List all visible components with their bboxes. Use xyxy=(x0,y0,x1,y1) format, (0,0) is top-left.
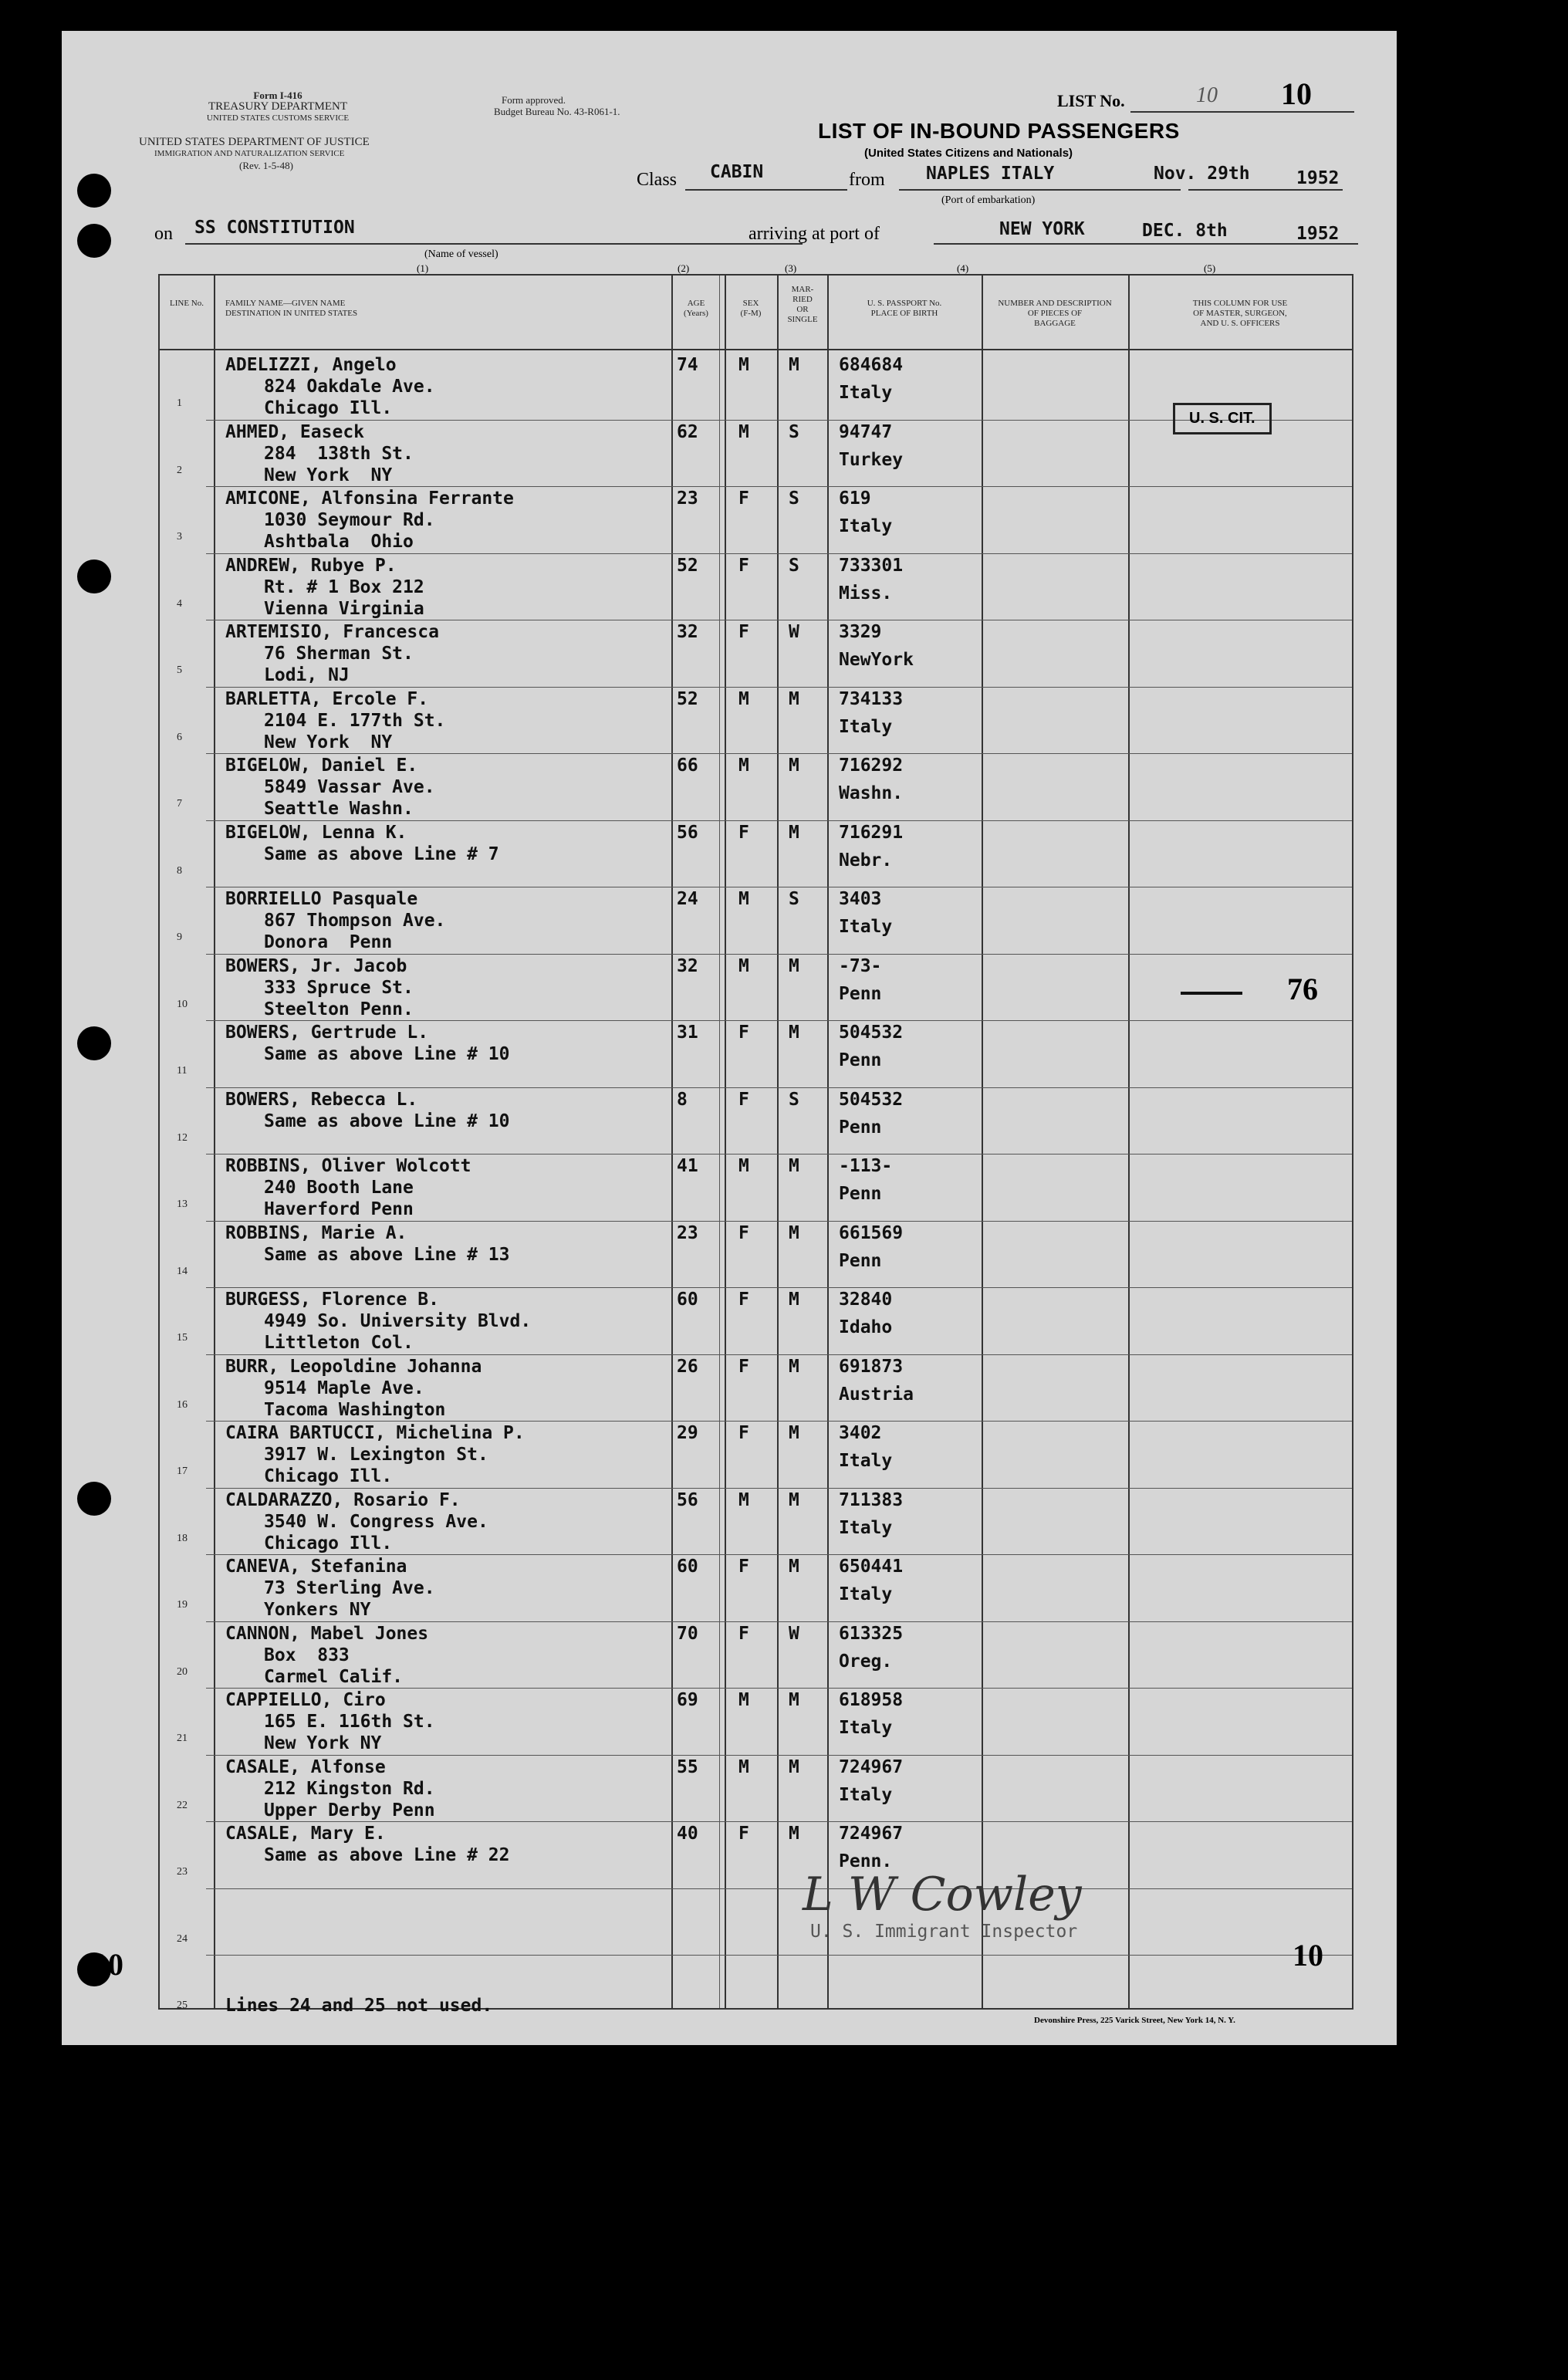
cell-name: BURR, Leopoldine Johanna xyxy=(225,1356,482,1377)
inspector-signature: L W Cowley xyxy=(803,1868,1082,1922)
cell-pp: 733301 xyxy=(839,555,904,576)
port-of-embarkation: NAPLES ITALY xyxy=(926,164,1055,184)
line-number: 8 xyxy=(177,864,182,877)
cell-name: CASALE, Alfonse xyxy=(225,1756,386,1777)
cell-addr2: Ashtbala Ohio xyxy=(264,532,414,552)
cell-addr1: Same as above Line # 7 xyxy=(264,843,499,864)
cell-addr2: Chicago Ill. xyxy=(264,1466,393,1486)
cell-addr1: 3917 W. Lexington St. xyxy=(264,1445,488,1465)
cell-pp: 619 xyxy=(839,489,871,509)
form-revision: (Rev. 1-5-48) xyxy=(239,160,293,171)
line-number: 14 xyxy=(177,1265,188,1277)
line-number: 2 xyxy=(177,464,182,476)
cell-addr1: Same as above Line # 22 xyxy=(264,1845,510,1865)
cell-sex: M xyxy=(738,688,749,709)
col-num-3: (3) xyxy=(785,262,797,274)
cell-sex: F xyxy=(738,822,749,843)
cell-pob: Penn xyxy=(839,1250,882,1271)
col-num-4: (4) xyxy=(957,262,969,274)
cell-age: 52 xyxy=(677,555,698,576)
cell-sex: M xyxy=(738,1489,749,1510)
inspector-title: U. S. Immigrant Inspector xyxy=(810,1922,1078,1942)
cell-addr1: 867 Thompson Ave. xyxy=(264,911,446,931)
cell-age: 66 xyxy=(677,756,698,776)
cell-age: 70 xyxy=(677,1623,698,1644)
cell-pp: 650441 xyxy=(839,1557,904,1577)
cell-addr1: 165 E. 116th St. xyxy=(264,1712,435,1732)
col-num-1: (1) xyxy=(417,262,429,274)
on-label: on xyxy=(154,224,173,244)
cell-ms: M xyxy=(789,688,799,709)
cell-pp: 724967 xyxy=(839,1756,904,1777)
cell-ms: M xyxy=(789,1690,799,1710)
cell-pp: 94747 xyxy=(839,421,893,442)
cell-addr2: Seattle Washn. xyxy=(264,799,414,819)
cell-addr2: New York NY xyxy=(264,465,393,485)
customs-service: UNITED STATES CUSTOMS SERVICE xyxy=(206,113,350,123)
cell-pp: 504532 xyxy=(839,1023,904,1043)
cell-ms: M xyxy=(789,1290,799,1310)
cell-ms: M xyxy=(789,1356,799,1377)
cell-name: ROBBINS, Marie A. xyxy=(225,1222,407,1243)
cell-pob: Miss. xyxy=(839,583,893,603)
cell-name: BORRIELLO Pasquale xyxy=(225,889,418,909)
cell-age: 52 xyxy=(677,688,698,709)
cell-ms: W xyxy=(789,1623,799,1644)
cell-pp: 3403 xyxy=(839,889,882,909)
cell-age: 55 xyxy=(677,1756,698,1777)
cell-addr2: Yonkers NY xyxy=(264,1600,371,1620)
cell-pob: Penn xyxy=(839,1184,882,1204)
cell-pob: Penn. xyxy=(839,1851,893,1871)
cell-addr2: New York NY xyxy=(264,1733,382,1753)
cell-pob: NewYork xyxy=(839,650,914,670)
col-header-sex: SEX (F-M) xyxy=(740,299,762,318)
line-number: 23 xyxy=(177,1866,188,1878)
cell-sex: F xyxy=(738,1423,749,1443)
cell-age: 41 xyxy=(677,1156,698,1176)
cell-ms: M xyxy=(789,955,799,976)
cell-pp: 684684 xyxy=(839,355,904,375)
cell-addr1: 212 Kingston Rd. xyxy=(264,1778,435,1799)
cell-pob: Italy xyxy=(839,716,893,737)
cell-age: 32 xyxy=(677,955,698,976)
col-num-2: (2) xyxy=(678,262,690,274)
cell-addr1: 5849 Vassar Ave. xyxy=(264,777,435,797)
cell-pob: Nebr. xyxy=(839,850,893,871)
line-number: 15 xyxy=(177,1332,188,1344)
cell-pob: Washn. xyxy=(839,783,904,803)
cell-pob: Italy xyxy=(839,917,893,937)
cell-sex: F xyxy=(738,489,749,509)
col-num-5: (5) xyxy=(1204,262,1216,274)
cell-addr2: Haverford Penn xyxy=(264,1199,414,1219)
cell-sex: F xyxy=(738,622,749,642)
cell-addr1: 76 Sherman St. xyxy=(264,644,414,664)
treasury-dept: TREASURY DEPARTMENT xyxy=(208,100,348,113)
class-label: Class xyxy=(637,170,678,190)
col-header-passport: U. S. PASSPORT No. PLACE OF BIRTH xyxy=(867,299,942,318)
cell-age: 56 xyxy=(677,822,698,843)
cell-ms: M xyxy=(789,1557,799,1577)
arrival-year: 1952 xyxy=(1296,224,1340,244)
cell-name: CALDARAZZO, Rosario F. xyxy=(225,1489,461,1510)
cell-age: 32 xyxy=(677,622,698,642)
cell-name: Lines 24 and 25 not used. xyxy=(225,1996,493,2016)
cell-ms: S xyxy=(789,555,799,576)
cell-addr2: Vienna Virginia xyxy=(264,598,424,619)
cell-name: BARLETTA, Ercole F. xyxy=(225,688,429,709)
page-subtitle: (United States Citizens and Nationals) xyxy=(864,147,1073,160)
cell-pob: Austria xyxy=(839,1384,914,1405)
page-title: LIST OF IN-BOUND PASSENGERS xyxy=(818,119,1180,143)
cell-name: BOWERS, Gertrude L. xyxy=(225,1023,429,1043)
cell-addr2: Upper Derby Penn xyxy=(264,1800,435,1820)
cell-name: CASALE, Mary E. xyxy=(225,1824,386,1844)
cell-pp: 32840 xyxy=(839,1290,893,1310)
cell-addr2: New York NY xyxy=(264,732,393,752)
cell-addr2: Steelton Penn. xyxy=(264,999,414,1019)
line-number: 6 xyxy=(177,731,182,743)
cell-addr2: Lodi, NJ xyxy=(264,665,350,685)
cell-addr1: Same as above Line # 10 xyxy=(264,1044,510,1064)
cell-pp: 618958 xyxy=(839,1690,904,1710)
cell-ms: M xyxy=(789,1222,799,1243)
cell-sex: M xyxy=(738,889,749,909)
binder-hole xyxy=(77,1026,111,1060)
us-citizen-stamp: U. S. CIT. xyxy=(1173,403,1272,434)
cell-name: ANDREW, Rubye P. xyxy=(225,555,397,576)
cell-name: BIGELOW, Daniel E. xyxy=(225,756,418,776)
printer-imprint: Devonshire Press, 225 Varick Street, New York 14, N. Y. xyxy=(1034,2016,1235,2025)
cell-pp: -73- xyxy=(839,955,882,976)
line-number: 4 xyxy=(177,597,182,610)
form-approval xyxy=(494,94,620,117)
cell-name: CANEVA, Stefanina xyxy=(225,1557,407,1577)
form-number: Form I-416 xyxy=(253,90,302,101)
cell-ms: M xyxy=(789,355,799,375)
cell-pp: 661569 xyxy=(839,1222,904,1243)
arriving-label: arriving at port of xyxy=(749,224,880,244)
cell-sex: F xyxy=(738,1290,749,1310)
cell-sex: F xyxy=(738,1023,749,1043)
cell-ms: S xyxy=(789,421,799,442)
footer-count-left: 10 xyxy=(93,1947,123,1982)
passenger-table xyxy=(158,274,1353,2016)
cell-addr1: Same as above Line # 10 xyxy=(264,1111,510,1131)
cell-sex: M xyxy=(738,355,749,375)
cell-pob: Italy xyxy=(839,1718,893,1738)
cell-ms: S xyxy=(789,889,799,909)
cell-name: AHMED, Easeck xyxy=(225,421,365,442)
cell-name: CAIRA BARTUCCI, Michelina P. xyxy=(225,1423,525,1443)
cell-name: CAPPIELLO, Ciro xyxy=(225,1690,386,1710)
form-header-justice xyxy=(139,137,432,171)
line-number: 18 xyxy=(177,1532,188,1544)
cell-pp: 724967 xyxy=(839,1824,904,1844)
cell-addr2: Tacoma Washington xyxy=(264,1399,446,1420)
cell-name: ARTEMISIO, Francesca xyxy=(225,622,439,642)
cell-name: AMICONE, Alfonsina Ferrante xyxy=(225,489,514,509)
cell-pp: 716291 xyxy=(839,822,904,843)
footer-count-right: 10 xyxy=(1293,1938,1323,1973)
cell-addr2: Donora Penn xyxy=(264,932,393,952)
cell-name: BURGESS, Florence B. xyxy=(225,1290,439,1310)
ins-service: IMMIGRATION AND NATURALIZATION SERVICE xyxy=(154,149,345,158)
cell-ms: M xyxy=(789,1423,799,1443)
cell-addr1: 240 Booth Lane xyxy=(264,1178,414,1198)
cell-pp: -113- xyxy=(839,1156,893,1176)
cell-pob: Italy xyxy=(839,383,893,403)
from-label: from xyxy=(849,170,885,190)
line-number: 22 xyxy=(177,1799,188,1811)
line-number: 20 xyxy=(177,1665,188,1678)
binder-hole xyxy=(77,560,111,593)
cell-addr1: 333 Spruce St. xyxy=(264,977,414,998)
cell-age: 23 xyxy=(677,489,698,509)
cell-pob: Oreg. xyxy=(839,1651,893,1672)
col-header-officers: THIS COLUMN FOR USE OF MASTER, SURGEON, AND U. S. OFFICERS xyxy=(1192,299,1288,328)
cell-addr1: 9514 Maple Ave. xyxy=(264,1378,424,1398)
cell-name: BIGELOW, Lenna K. xyxy=(225,822,407,843)
cell-pp: 691873 xyxy=(839,1356,904,1377)
col-header-line: LINE No. xyxy=(170,299,204,308)
arrival-date: DEC. 8th xyxy=(1142,221,1228,241)
col-header-age: AGE (Years) xyxy=(684,299,708,318)
cell-pp: 734133 xyxy=(839,688,904,709)
cell-pp: 711383 xyxy=(839,1489,904,1510)
cell-pob: Turkey xyxy=(839,449,904,470)
cell-pp: 3402 xyxy=(839,1423,882,1443)
cell-sex: M xyxy=(738,1756,749,1777)
col-header-baggage: NUMBER AND DESCRIPTION OF PIECES OF BAGGAGE xyxy=(998,299,1112,328)
cell-name: BOWERS, Jr. Jacob xyxy=(225,955,407,976)
line-number: 7 xyxy=(177,798,182,810)
cell-sex: F xyxy=(738,555,749,576)
list-no-label: LIST No. xyxy=(1057,91,1125,110)
cell-age: 31 xyxy=(677,1023,698,1043)
cell-sex: F xyxy=(738,1557,749,1577)
line-number: 9 xyxy=(177,931,182,943)
cell-age: 74 xyxy=(677,355,698,375)
count-annotation: 76 xyxy=(1287,972,1318,1006)
departure-year: 1952 xyxy=(1296,168,1340,188)
cell-addr2: Littleton Col. xyxy=(264,1333,414,1353)
cell-age: 60 xyxy=(677,1290,698,1310)
cell-pob: Italy xyxy=(839,1451,893,1471)
cell-sex: M xyxy=(738,1156,749,1176)
cell-addr1: 3540 W. Congress Ave. xyxy=(264,1511,488,1532)
cell-age: 24 xyxy=(677,889,698,909)
binder-hole xyxy=(77,1482,111,1516)
cell-pob: Italy xyxy=(839,516,893,536)
cell-addr2: Chicago Ill. xyxy=(264,1533,393,1553)
departure-date: Nov. 29th xyxy=(1154,164,1250,184)
cell-sex: M xyxy=(738,421,749,442)
budget-bureau: Budget Bureau No. 43-R061-1. xyxy=(494,106,620,117)
cell-addr1: 4949 So. University Blvd. xyxy=(264,1311,532,1331)
cell-addr1: Box 833 xyxy=(264,1645,350,1665)
cell-addr2: Carmel Calif. xyxy=(264,1666,404,1687)
cell-addr1: 284 138th St. xyxy=(264,443,414,464)
cell-sex: F xyxy=(738,1824,749,1844)
cell-addr2: Chicago Ill. xyxy=(264,398,393,418)
cell-addr1: 2104 E. 177th St. xyxy=(264,710,446,731)
binder-hole xyxy=(77,224,111,258)
cell-name: BOWERS, Rebecca L. xyxy=(225,1089,418,1110)
cell-ms: M xyxy=(789,1489,799,1510)
cell-pp: 716292 xyxy=(839,756,904,776)
list-no-typed: 10 xyxy=(1281,76,1312,111)
cell-ms: W xyxy=(789,622,799,642)
cell-name: CANNON, Mabel Jones xyxy=(225,1623,429,1644)
line-number: 5 xyxy=(177,664,182,676)
line-number: 16 xyxy=(177,1398,188,1411)
cell-age: 40 xyxy=(677,1824,698,1844)
cell-sex: M xyxy=(738,1690,749,1710)
col-header-name: FAMILY NAME—GIVEN NAME DESTINATION IN UNITED STATES xyxy=(225,299,358,318)
class-value: CABIN xyxy=(710,162,764,182)
line-number: 17 xyxy=(177,1466,188,1477)
cell-sex: F xyxy=(738,1222,749,1243)
cell-sex: M xyxy=(738,756,749,776)
cell-age: 29 xyxy=(677,1423,698,1443)
cell-ms: S xyxy=(789,1089,799,1110)
line-number: 13 xyxy=(177,1198,188,1210)
cell-age: 23 xyxy=(677,1222,698,1243)
cell-pob: Penn xyxy=(839,1050,882,1070)
cell-name: ADELIZZI, Angelo xyxy=(225,355,397,375)
col-header-married: MAR- RIED OR SINGLE xyxy=(787,285,818,324)
cell-addr1: Rt. # 1 Box 212 xyxy=(264,576,424,597)
binder-hole xyxy=(77,174,111,208)
cell-pob: Idaho xyxy=(839,1317,893,1337)
cell-sex: F xyxy=(738,1623,749,1644)
form-approved: Form approved. xyxy=(502,94,566,106)
cell-pob: Penn xyxy=(839,983,882,1004)
line-number: 24 xyxy=(177,1932,188,1945)
cell-addr1: 824 Oakdale Ave. xyxy=(264,377,435,397)
vessel-label: (Name of vessel) xyxy=(424,248,498,260)
cell-sex: F xyxy=(738,1089,749,1110)
cell-age: 56 xyxy=(677,1489,698,1510)
cell-age: 8 xyxy=(677,1089,688,1110)
line-number: 10 xyxy=(177,998,188,1010)
cell-pp: 504532 xyxy=(839,1089,904,1110)
vessel-name: SS CONSTITUTION xyxy=(194,218,355,238)
cell-ms: M xyxy=(789,822,799,843)
cell-ms: M xyxy=(789,1023,799,1043)
line-number: 1 xyxy=(177,397,182,409)
cell-ms: S xyxy=(789,489,799,509)
line-number: 21 xyxy=(177,1733,188,1744)
line-number: 25 xyxy=(177,2000,188,2011)
arrival-port: NEW YORK xyxy=(999,219,1085,239)
cell-sex: M xyxy=(738,955,749,976)
cell-addr1: Same as above Line # 13 xyxy=(264,1244,510,1265)
cell-age: 26 xyxy=(677,1356,698,1377)
line-number: 3 xyxy=(177,531,182,543)
cell-ms: M xyxy=(789,756,799,776)
cell-sex: F xyxy=(738,1356,749,1377)
port-embarkation-label: (Port of embarkation) xyxy=(941,194,1036,206)
cell-addr1: 73 Sterling Ave. xyxy=(264,1578,435,1598)
line-number: 19 xyxy=(177,1599,188,1611)
cell-ms: M xyxy=(789,1156,799,1176)
cell-pob: Italy xyxy=(839,1517,893,1538)
cell-pp: 613325 xyxy=(839,1623,904,1644)
form-header-left xyxy=(139,90,417,124)
cell-name: ROBBINS, Oliver Wolcott xyxy=(225,1156,471,1176)
cell-ms: M xyxy=(789,1824,799,1844)
cell-age: 69 xyxy=(677,1690,698,1710)
cell-age: 62 xyxy=(677,421,698,442)
cell-addr1: 1030 Seymour Rd. xyxy=(264,510,435,530)
line-number: 12 xyxy=(177,1131,188,1144)
cell-age: 60 xyxy=(677,1557,698,1577)
cell-pp: 3329 xyxy=(839,622,882,642)
cell-ms: M xyxy=(789,1756,799,1777)
cell-pob: Penn xyxy=(839,1117,882,1138)
list-no-handwritten: 10 xyxy=(1196,83,1218,107)
line-number: 11 xyxy=(177,1065,188,1077)
cell-pob: Italy xyxy=(839,1784,893,1805)
cell-pob: Italy xyxy=(839,1584,893,1604)
justice-dept: UNITED STATES DEPARTMENT OF JUSTICE xyxy=(139,136,370,148)
